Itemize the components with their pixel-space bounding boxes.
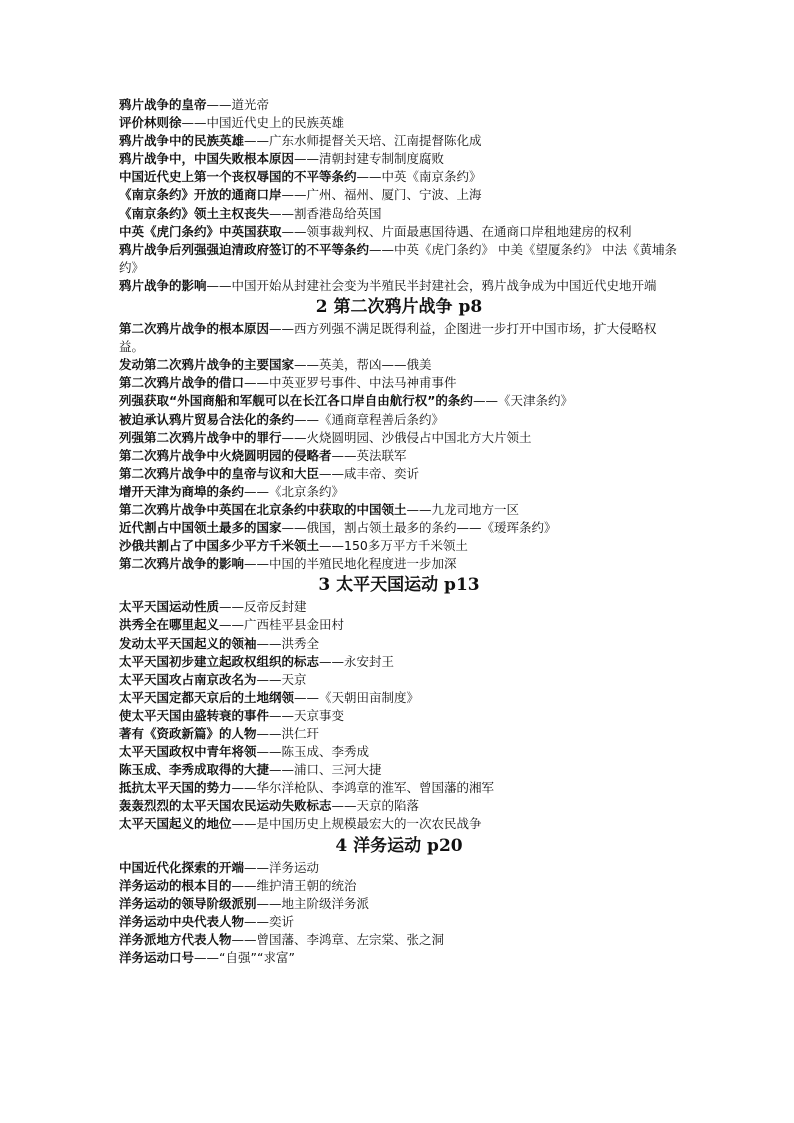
section-heading: 3 太平天国运动 p13 bbox=[318, 575, 480, 596]
answer-text: ——洋务运动 bbox=[244, 859, 320, 875]
answer-text: ——广东水师提督关天培、江南提督陈化成 bbox=[244, 133, 482, 149]
answer-text: ——领事裁判权、片面最惠国待遇、在通商口岸租地建房的权利 bbox=[281, 223, 632, 239]
answer-text: ——曾国藩、李鸿章、左宗棠、张之洞 bbox=[231, 931, 445, 947]
qa-line bbox=[119, 815, 679, 833]
qa-line bbox=[119, 132, 679, 150]
question-text: 抵抗太平天国的势力 bbox=[119, 780, 232, 796]
question-text: 中国近代化探索的开端 bbox=[119, 859, 245, 875]
qa-line bbox=[119, 671, 679, 689]
qa-line bbox=[119, 429, 679, 447]
question-text: 洋务运动的根本目的 bbox=[119, 877, 232, 893]
qa-line bbox=[119, 186, 679, 204]
question-text: 鸦片战争的皇帝 bbox=[119, 97, 207, 112]
document-content bbox=[119, 96, 679, 967]
answer-text: ——洪秀全 bbox=[256, 635, 320, 651]
question-text: 沙俄共割占了中国多少平方千米领土 bbox=[119, 538, 320, 554]
question-text: 第二次鸦片战争的借口 bbox=[119, 375, 245, 391]
qa-line bbox=[119, 277, 679, 295]
qa-line bbox=[119, 205, 679, 223]
answer-text: ——火烧圆明园、沙俄侵占中国北方大片领土 bbox=[281, 429, 532, 445]
answer-text: ——道光帝 bbox=[206, 97, 270, 112]
question-text: 《南京条约》领土主权丧失 bbox=[119, 205, 270, 221]
answer-text: ——天京事变 bbox=[269, 707, 345, 723]
qa-line bbox=[119, 598, 679, 616]
question-text: 发动第二次鸦片战争的主要国家 bbox=[119, 357, 295, 373]
question-text: 太平天国攻占南京改名为 bbox=[119, 671, 257, 687]
question-text: 第二次鸦片战争的根本原因 bbox=[119, 321, 270, 337]
question-text: 鸦片战争后列强强迫清政府签订的不平等条约 bbox=[119, 241, 370, 257]
answer-text: ——割香港岛给英国 bbox=[269, 205, 382, 221]
question-text: 轰轰烈烈的太平天国农民运动失败标志 bbox=[119, 798, 332, 814]
qa-line bbox=[119, 725, 679, 743]
qa-line bbox=[119, 707, 679, 725]
answer-text: ——奕䜣 bbox=[244, 913, 295, 929]
question-text: 使太平天国由盛转衰的事件 bbox=[119, 707, 270, 723]
question-text: 列强第二次鸦片战争中的罪行 bbox=[119, 429, 282, 445]
answer-text: ——《天朝田亩制度》 bbox=[294, 689, 420, 705]
question-text: 洪秀全在哪里起义 bbox=[119, 617, 220, 633]
qa-line bbox=[119, 779, 679, 797]
answer-text: ——西方列强不满足既得利益，企图进一步打开中国市场，扩大侵略权益。 bbox=[119, 321, 657, 355]
qa-line bbox=[119, 555, 679, 573]
qa-line bbox=[119, 913, 679, 931]
answer-text: ——是中国历史上规模最宏大的一次农民战争 bbox=[231, 816, 482, 832]
qa-line bbox=[119, 537, 679, 555]
qa-line bbox=[119, 761, 679, 779]
answer-text: ——洪仁玕 bbox=[256, 726, 320, 741]
qa-line bbox=[119, 519, 679, 537]
qa-line bbox=[119, 797, 679, 815]
answer-text: ——中国的半殖民地化程度进一步加深 bbox=[244, 556, 457, 572]
document-page bbox=[119, 96, 679, 967]
question-text: 中国近代史上第一个丧权辱国的不平等条约 bbox=[119, 169, 357, 185]
answer-text: ——“自强”“求富” bbox=[194, 950, 295, 966]
question-text: 被迫承认鸦片贸易合法化的条约 bbox=[119, 411, 295, 427]
answer-text: ——中国开始从封建社会变为半殖民半封建社会，鸦片战争成为中国近代史地开端 bbox=[206, 277, 657, 293]
question-text: 第二次鸦片战争中火烧圆明园的侵略者 bbox=[119, 447, 332, 463]
qa-line bbox=[119, 223, 679, 241]
qa-line bbox=[119, 392, 679, 410]
qa-line bbox=[119, 168, 679, 186]
answer-text: ——中英《虎门条约》 中美《望厦条约》 中法《黄埔条约》 bbox=[119, 241, 677, 275]
qa-line bbox=[119, 501, 679, 519]
answer-text: ——咸丰帝、奕䜣 bbox=[319, 465, 420, 481]
answer-text: ——中英亚罗号事件、中法马神甫事件 bbox=[244, 375, 457, 391]
question-text: 洋务运动口号 bbox=[119, 950, 195, 966]
answer-text: ——浦口、三河大捷 bbox=[269, 762, 382, 778]
answer-text: ——清朝封建专制制度腐败 bbox=[294, 151, 445, 167]
answer-text: ——华尔洋枪队、李鸿章的淮军、曾国藩的湘军 bbox=[231, 780, 495, 796]
qa-line bbox=[119, 483, 679, 501]
question-text: 著有《资政新篇》的人物 bbox=[119, 726, 257, 741]
answer-text: ——中国近代史上的民族英雄 bbox=[181, 115, 345, 131]
answer-text: ——《北京条约》 bbox=[244, 483, 345, 499]
question-text: 第二次鸦片战争中的皇帝与议和大臣 bbox=[119, 465, 320, 481]
question-text: 列强获取“外国商船和军舰可以在长江各口岸自由航行权”的条约 bbox=[119, 393, 473, 409]
question-text: 太平天国起义的地位 bbox=[119, 816, 232, 832]
question-text: 洋务运动中央代表人物 bbox=[119, 913, 245, 929]
question-text: 太平天国运动性质 bbox=[119, 599, 220, 615]
answer-text: ——维护清王朝的统治 bbox=[231, 877, 357, 893]
qa-line bbox=[119, 616, 679, 634]
qa-line bbox=[119, 374, 679, 392]
answer-text: ——《天津条约》 bbox=[472, 393, 573, 409]
qa-line bbox=[119, 447, 679, 465]
question-text: 第二次鸦片战争中英国在北京条约中获取的中国领土 bbox=[119, 501, 407, 517]
answer-text: ——中英《南京条约》 bbox=[356, 169, 482, 185]
question-text: 太平天国初步建立起政权组织的标志 bbox=[119, 653, 320, 669]
qa-line bbox=[119, 635, 679, 653]
qa-line bbox=[119, 356, 679, 374]
qa-line bbox=[119, 931, 679, 949]
question-text: 中英《虎门条约》中英国获取 bbox=[119, 223, 282, 239]
question-text: 增开天津为商埠的条约 bbox=[119, 483, 245, 499]
qa-line bbox=[119, 114, 679, 132]
answer-text: ——陈玉成、李秀成 bbox=[256, 744, 370, 760]
qa-line bbox=[119, 96, 679, 114]
question-text: 《南京条约》开放的通商口岸 bbox=[119, 187, 282, 203]
answer-text: ——英美，帮凶——俄美 bbox=[294, 357, 432, 373]
qa-line bbox=[119, 653, 679, 671]
answer-text: ——天京的陷落 bbox=[331, 798, 420, 814]
answer-text: ——150多万平方千米领土 bbox=[319, 538, 468, 554]
qa-line bbox=[119, 411, 679, 429]
answer-text: ——俄国，割占领土最多的条约——《瑷珲条约》 bbox=[281, 520, 557, 536]
qa-line bbox=[119, 150, 679, 168]
answer-text: ——永安封王 bbox=[319, 653, 395, 669]
qa-line bbox=[119, 895, 679, 913]
question-text: 洋务派地方代表人物 bbox=[119, 931, 232, 947]
answer-text: ——广西桂平县金田村 bbox=[219, 617, 345, 633]
qa-line bbox=[119, 320, 679, 356]
answer-text: ——反帝反封建 bbox=[219, 599, 307, 615]
qa-line bbox=[119, 877, 679, 895]
qa-line bbox=[119, 859, 679, 877]
section-heading: 2 第二次鸦片战争 p8 bbox=[315, 297, 483, 318]
question-text: 近代割占中国领土最多的国家 bbox=[119, 520, 282, 536]
question-text: 洋务运动的领导阶级派别 bbox=[119, 895, 257, 911]
answer-text: ——英法联军 bbox=[331, 447, 407, 463]
answer-text: ——地主阶级洋务派 bbox=[256, 895, 370, 911]
answer-text: ——《通商章程善后条约》 bbox=[294, 411, 445, 427]
question-text: 评价林则徐 bbox=[119, 115, 182, 131]
answer-text: ——天京 bbox=[256, 671, 307, 687]
question-text: 陈玉成、李秀成取得的大捷 bbox=[119, 762, 270, 778]
question-text: 太平天国政权中青年将领 bbox=[119, 744, 257, 760]
question-text: 太平天国定都天京后的土地纲领 bbox=[119, 689, 295, 705]
qa-line bbox=[119, 241, 679, 277]
question-text: 发动太平天国起义的领袖 bbox=[119, 635, 257, 651]
question-text: 第二次鸦片战争的影响 bbox=[119, 556, 245, 572]
answer-text: ——广州、福州、厦门、宁波、上海 bbox=[281, 187, 482, 203]
question-text: 鸦片战争的影响 bbox=[119, 277, 207, 293]
question-text: 鸦片战争中，中国失败根本原因 bbox=[119, 151, 295, 167]
question-text: 鸦片战争中的民族英雄 bbox=[119, 133, 245, 149]
section-heading: 4 洋务运动 p20 bbox=[335, 835, 463, 856]
qa-line bbox=[119, 743, 679, 761]
answer-text: ——九龙司地方一区 bbox=[406, 501, 520, 517]
qa-line bbox=[119, 689, 679, 707]
qa-line bbox=[119, 465, 679, 483]
qa-line bbox=[119, 949, 679, 967]
